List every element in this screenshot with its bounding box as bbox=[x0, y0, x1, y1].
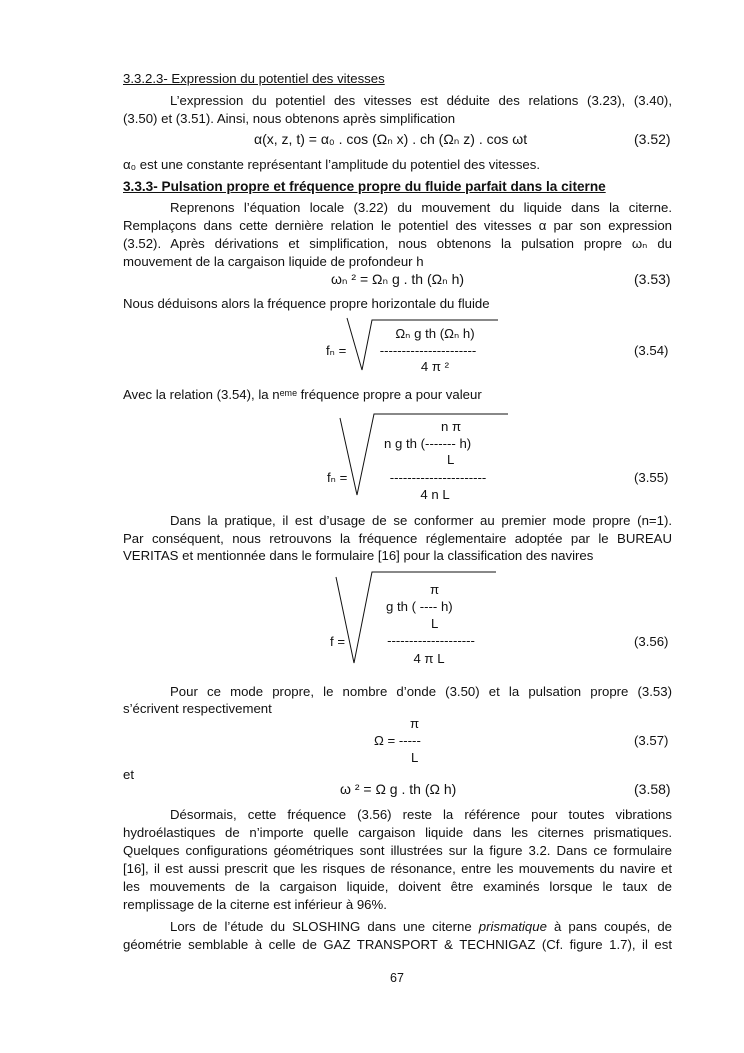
paragraph-line: Quelques configurations géométriques sont illustrées sur la figure 3.2. Dans ce formulaire bbox=[123, 843, 672, 858]
paragraph-line: VERITAS et mentionnée dans le formulaire [16] pour la classification des navires bbox=[123, 548, 594, 563]
paragraph-line: Pour ce mode propre, le nombre d’onde (3.50) et la pulsation propre (3.53) bbox=[170, 684, 672, 699]
equation-number: (3.54) bbox=[634, 343, 669, 358]
equation-3-58: ω ² = Ω g . th (Ω h) bbox=[340, 781, 457, 797]
equation-3-54-denominator: 4 π ² bbox=[420, 359, 450, 374]
paragraph-line: et bbox=[123, 767, 134, 782]
paragraph-line: (3.50) et (3.51). Ainsi, nous obtenons après simplification bbox=[123, 111, 456, 126]
equation-3-56-fraction-bar: -------------------- bbox=[387, 633, 475, 648]
paragraph-line: Désormais, cette fréquence (3.56) reste la référence pour toutes vibrations bbox=[170, 807, 672, 822]
paragraph-line: L’expression du potentiel des vitesses est déduite des relations (3.23), (3.40), bbox=[170, 93, 672, 108]
paragraph-line: [16], il est aussi prescrit que les risques de résonance, entre les mouvements du navire et bbox=[123, 861, 672, 876]
equation-number: (3.56) bbox=[634, 634, 669, 649]
equation-3-57-L: L bbox=[411, 750, 419, 765]
paragraph-line: Nous déduisons alors la fréquence propre horizontale du fluide bbox=[123, 296, 490, 311]
equation-3-56-denominator: 4 π L bbox=[413, 651, 445, 666]
paragraph-line: Avec la relation (3.54), la nᵉᵐᵉ fréquence propre a pour valeur bbox=[123, 387, 482, 402]
paragraph-line: α₀ est une constante représentant l’amplitude du potentiel des vitesses. bbox=[123, 157, 541, 172]
equation-3-55-middle: n g th (------- h) bbox=[384, 436, 472, 451]
paragraph-line: (3.52). Après dérivations et simplification, nous obtenons la pulsation propre ωₙ du bbox=[123, 236, 672, 251]
equation-3-55-denominator: 4 n L bbox=[420, 487, 450, 502]
equation-number: (3.53) bbox=[634, 271, 671, 287]
equation-3-57-pi: π bbox=[410, 716, 420, 731]
paragraph-line: mouvement de la cargaison liquide de profondeur h bbox=[123, 254, 424, 269]
equation-3-57-middle: Ω = ----- bbox=[374, 733, 421, 748]
equation-3-52: α(x, z, t) = α₀ . cos (Ωₙ x) . ch (Ωₙ z) . cos ωt bbox=[254, 131, 528, 147]
paragraph-line: les mouvements de la cargaison liquide, doivent être examinés lorsque le taux de bbox=[123, 879, 672, 894]
equation-3-55-pi: n π bbox=[441, 419, 462, 434]
equation-3-56-L: L bbox=[431, 616, 439, 631]
equation-3-55-fraction-bar: ---------------------- bbox=[389, 470, 487, 485]
paragraph-line: remplissage de la citerne est inférieur à 96%. bbox=[123, 897, 387, 912]
equation-3-56-middle: g th ( ---- h) bbox=[386, 599, 453, 614]
paragraph-line: géométrie semblable à celle de GAZ TRANSPORT & TECHNIGAZ (Cf. figure 1.7), il est bbox=[123, 937, 672, 952]
equation-number: (3.55) bbox=[634, 470, 669, 485]
equation-3-55-lhs: fₙ = bbox=[327, 470, 348, 485]
paragraph-line: Dans la pratique, il est d’usage de se conformer au premier mode propre (n=1). bbox=[170, 513, 672, 528]
equation-3-55-L: L bbox=[447, 452, 455, 467]
section-heading-3-3-2-3: 3.3.2.3- Expression du potentiel des vitesses bbox=[123, 71, 385, 86]
equation-3-56-lhs: f = bbox=[330, 634, 346, 649]
equation-3-53: ωₙ ² = Ωₙ g . th (Ωₙ h) bbox=[331, 271, 465, 287]
equation-3-54-fraction-bar: ---------------------- bbox=[379, 343, 477, 358]
page-number: 67 bbox=[390, 971, 404, 985]
paragraph-line: Par conséquent, nous retrouvons la fréquence réglementaire adoptée par le BUREAU bbox=[123, 531, 672, 546]
equation-3-54-lhs: fₙ = bbox=[326, 343, 347, 358]
paragraph-line: Remplaçons dans cette dernière relation le potentiel des vitesses α par son expression bbox=[123, 218, 672, 233]
paragraph-line: Reprenons l’équation locale (3.22) du mouvement du liquide dans la citerne. bbox=[170, 200, 672, 215]
equation-number: (3.58) bbox=[634, 781, 671, 797]
equation-3-54-numerator: Ωₙ g th (Ωₙ h) bbox=[395, 326, 475, 341]
paragraph-line: hydroélastiques de n’importe quelle cargaison liquide dans les citernes prismatiques. bbox=[123, 825, 672, 840]
paragraph-line: s’écrivent respectivement bbox=[123, 701, 272, 716]
paragraph-line: Lors de l’étude du SLOSHING dans une citerne prismatique à pans coupés, de bbox=[170, 919, 672, 934]
section-heading-3-3-3: 3.3.3- Pulsation propre et fréquence propre du fluide parfait dans la citerne bbox=[123, 179, 606, 194]
equation-3-56-pi: π bbox=[430, 582, 440, 597]
equation-number: (3.52) bbox=[634, 131, 671, 147]
equation-number: (3.57) bbox=[634, 733, 669, 748]
